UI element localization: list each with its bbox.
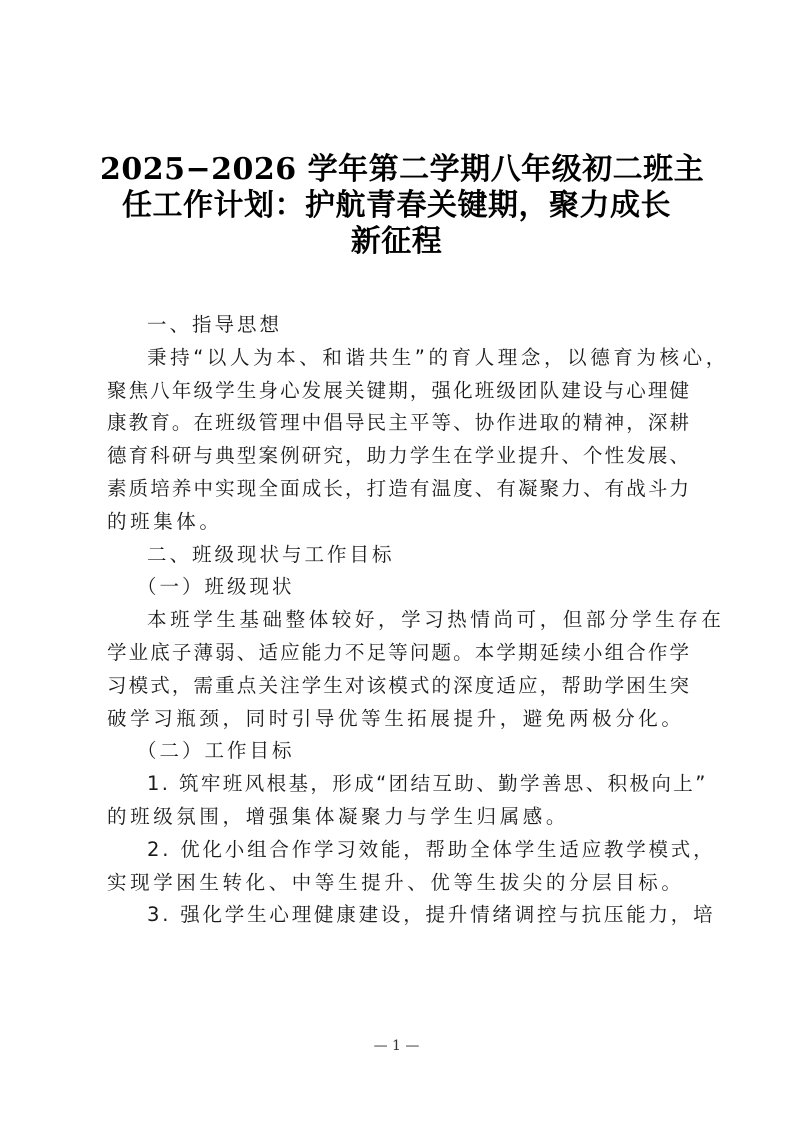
page-number: — 1 — bbox=[373, 1038, 420, 1054]
section-heading-guiding-ideology: 一、指导思想 bbox=[147, 313, 283, 336]
paragraph-line: 聚焦八年级学生身心发展关键期，强化班级团队建设与心理健 bbox=[107, 378, 689, 402]
paragraph-line: 本班学生基础整体较好，学习热情尚可，但部分学生存在 bbox=[147, 608, 725, 632]
title-line-2: 任工作计划：护航青春关键期，聚力成长 bbox=[122, 188, 671, 223]
paragraph-line: 德育科研与典型案例研究，助力学生在学业提升、个性发展、 bbox=[107, 444, 689, 468]
goal-line: 1. 筑牢班风根基，形成“团结互助、勤学善思、积极向上” bbox=[147, 772, 708, 796]
paragraph-line: 破学习瓶颈，同时引导优等生拓展提升，避免两极分化。 bbox=[107, 706, 685, 730]
document-body bbox=[107, 309, 729, 932]
goal-line: 3. 强化学生心理健康建设，提升情绪调控与抗压能力，培 bbox=[147, 903, 716, 927]
paragraph-line: 康教育。在班级管理中倡导民主平等、协作进取的精神，深耕 bbox=[107, 411, 689, 435]
goal-line: 的班级氛围，增强集体凝聚力与学生归属感。 bbox=[107, 804, 570, 828]
paragraph-line: 秉持“以人为本、和谐共生”的育人理念，以德育为核心， bbox=[147, 345, 729, 369]
title-line-3: 新征程 bbox=[350, 224, 443, 259]
paragraph-line: 学业底子薄弱、适应能力不足等问题。本学期延续小组合作学 bbox=[107, 640, 689, 664]
paragraph-line: 的班集体。 bbox=[107, 509, 223, 533]
section-heading-class-status-goals: 二、班级现状与工作目标 bbox=[147, 542, 395, 566]
goal-line: 2. 优化小组合作学习效能，帮助全体学生适应教学模式， bbox=[147, 837, 716, 861]
title-line-1: 2025−2026 学年第二学期八年级初二班主 bbox=[100, 152, 705, 187]
subsection-heading-work-goals: （二）工作目标 bbox=[137, 739, 295, 763]
document-title bbox=[100, 152, 705, 260]
goal-line: 实现学困生转化、中等生提升、优等生拔尖的分层目标。 bbox=[107, 870, 685, 894]
subsection-heading-class-status: （一）班级现状 bbox=[137, 575, 295, 599]
paragraph-line: 素质培养中实现全面成长，打造有温度、有凝聚力、有战斗力 bbox=[107, 476, 689, 500]
paragraph-line: 习模式，需重点关注学生对该模式的深度适应，帮助学困生突 bbox=[107, 673, 689, 697]
